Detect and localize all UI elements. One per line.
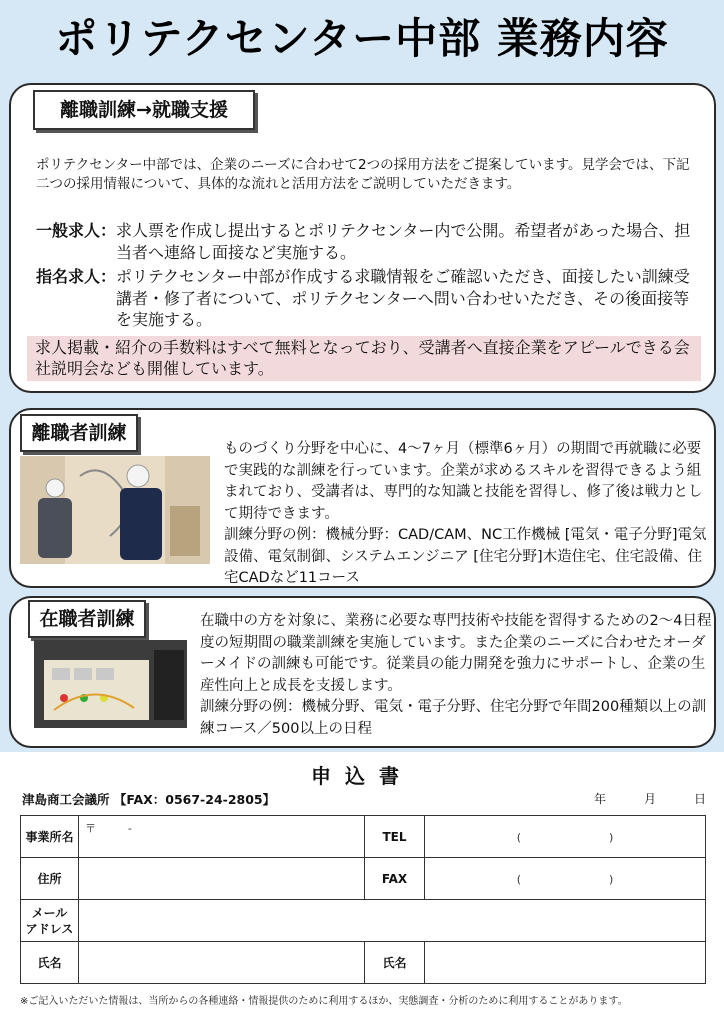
office-name-label: 事業所名 [21,816,79,858]
employee-training-fields: 訓練分野の例：機械分野、電気・電子分野、住宅分野で年間200種類以上の訓練コース／500以上の日程 [200,699,707,737]
named-job-row [36,266,701,331]
fax-label: FAX [365,858,425,900]
name-label-2: 氏名 [365,942,425,984]
tel-field[interactable] [425,816,706,858]
recruitment-intro: ポリテクセンター中部では、企業のニーズに合わせて2つの採用方法をご提案しています。見学会では、下記二つの採用情報について、具体的な流れと活用方法をご説明していただきます。 [36,157,690,192]
month-label: 月 [644,792,657,806]
employee-training-tag: 在職者訓練 [28,600,146,638]
form-title: 申込書 [311,764,413,788]
jobseeker-training-tag: 離職者訓練 [20,414,138,452]
email-label [21,900,79,942]
email-label-line1: メール [31,905,68,920]
day-label: 日 [694,792,707,806]
name-label-1: 氏名 [21,942,79,984]
general-job-label: 一般求人： [36,221,117,240]
privacy-footnote: ※ご記入いただいた情報は、当所からの各種連絡・情報提供のために利用するほか、実態調査・分析のために利用することがあります。 [20,996,628,1007]
name-field-1[interactable] [79,942,365,984]
jobseeker-training-body [224,439,714,590]
training-photo [20,456,210,564]
date-fields [594,790,706,807]
employee-training-description: 在職中の方を対象に、業務に必要な専門技術や技能を習得するための2～4日程度の短期間の職業訓練を実施しています。また企業のニーズに合わせたオーダーメイドの訓練も可能です。従業員の能力開発を強力にサポートし、企業の生産性向上と成長を支援します。 [200,613,712,694]
postal-dash: - [127,822,132,835]
general-job-row [36,220,701,263]
fax-parens: ( ) [516,872,614,886]
tel-label: TEL [365,816,425,858]
fax-field[interactable] [425,858,706,900]
jobseeker-training-description: ものづくり分野を中心に、4～7ヶ月（標準6ヶ月）の期間で再就職に必要で実践的な訓練を行っています。企業が求めるスキルを習得できるよう組まれており、受講者は、専門的な知識と技能を習得し、修了後は戦力として期待できます。 [224,441,703,522]
email-field[interactable] [79,900,706,942]
email-label-line2: アドレス [25,921,74,936]
general-job-text: 求人票を作成し提出するとポリテクセンター内で公開。希望者があった場合、担当者へ連絡し面接など実施する。 [116,221,691,262]
chamber-name-fax: 津島商工会議所 【FAX：0567-24-2805】 [22,792,276,807]
name-field-2[interactable] [425,942,706,984]
office-name-field[interactable] [79,816,365,858]
page-title: ポリテクセンター中部 業務内容 [55,14,669,63]
named-job-label: 指名求人： [36,267,117,286]
training-photo-illustration [20,456,210,564]
equipment-photo-illustration [34,640,187,728]
postal-mark: 〒 [85,822,96,835]
address-field[interactable] [79,858,365,900]
address-label: 住所 [21,858,79,900]
fee-notice: 求人掲載・紹介の手数料はすべて無料となっており、受講者へ直接企業をアピールできる会社説明会なども開催しています。 [27,336,701,381]
equipment-photo [34,640,187,728]
employee-training-body [200,611,712,740]
recruitment-tag: 離職訓練→就職支援 [33,90,255,130]
application-form-table [20,815,706,984]
tel-parens: ( ) [516,830,614,844]
named-job-text: ポリテクセンター中部が作成する求職情報をご確認いただき、面接したい訓練受講者・修了者について、ポリテクセンターへ問い合わせいただき、その後面接等を実施する。 [116,267,690,329]
jobseeker-training-fields: 訓練分野の例：機械分野：CAD/CAM、NC工作機械 [電気・電子分野]電気設備、電気制御、システムエンジニア [住宅分野]木造住宅、住宅設備、住宅CADなど11コース [224,527,707,586]
year-label: 年 [594,792,607,806]
